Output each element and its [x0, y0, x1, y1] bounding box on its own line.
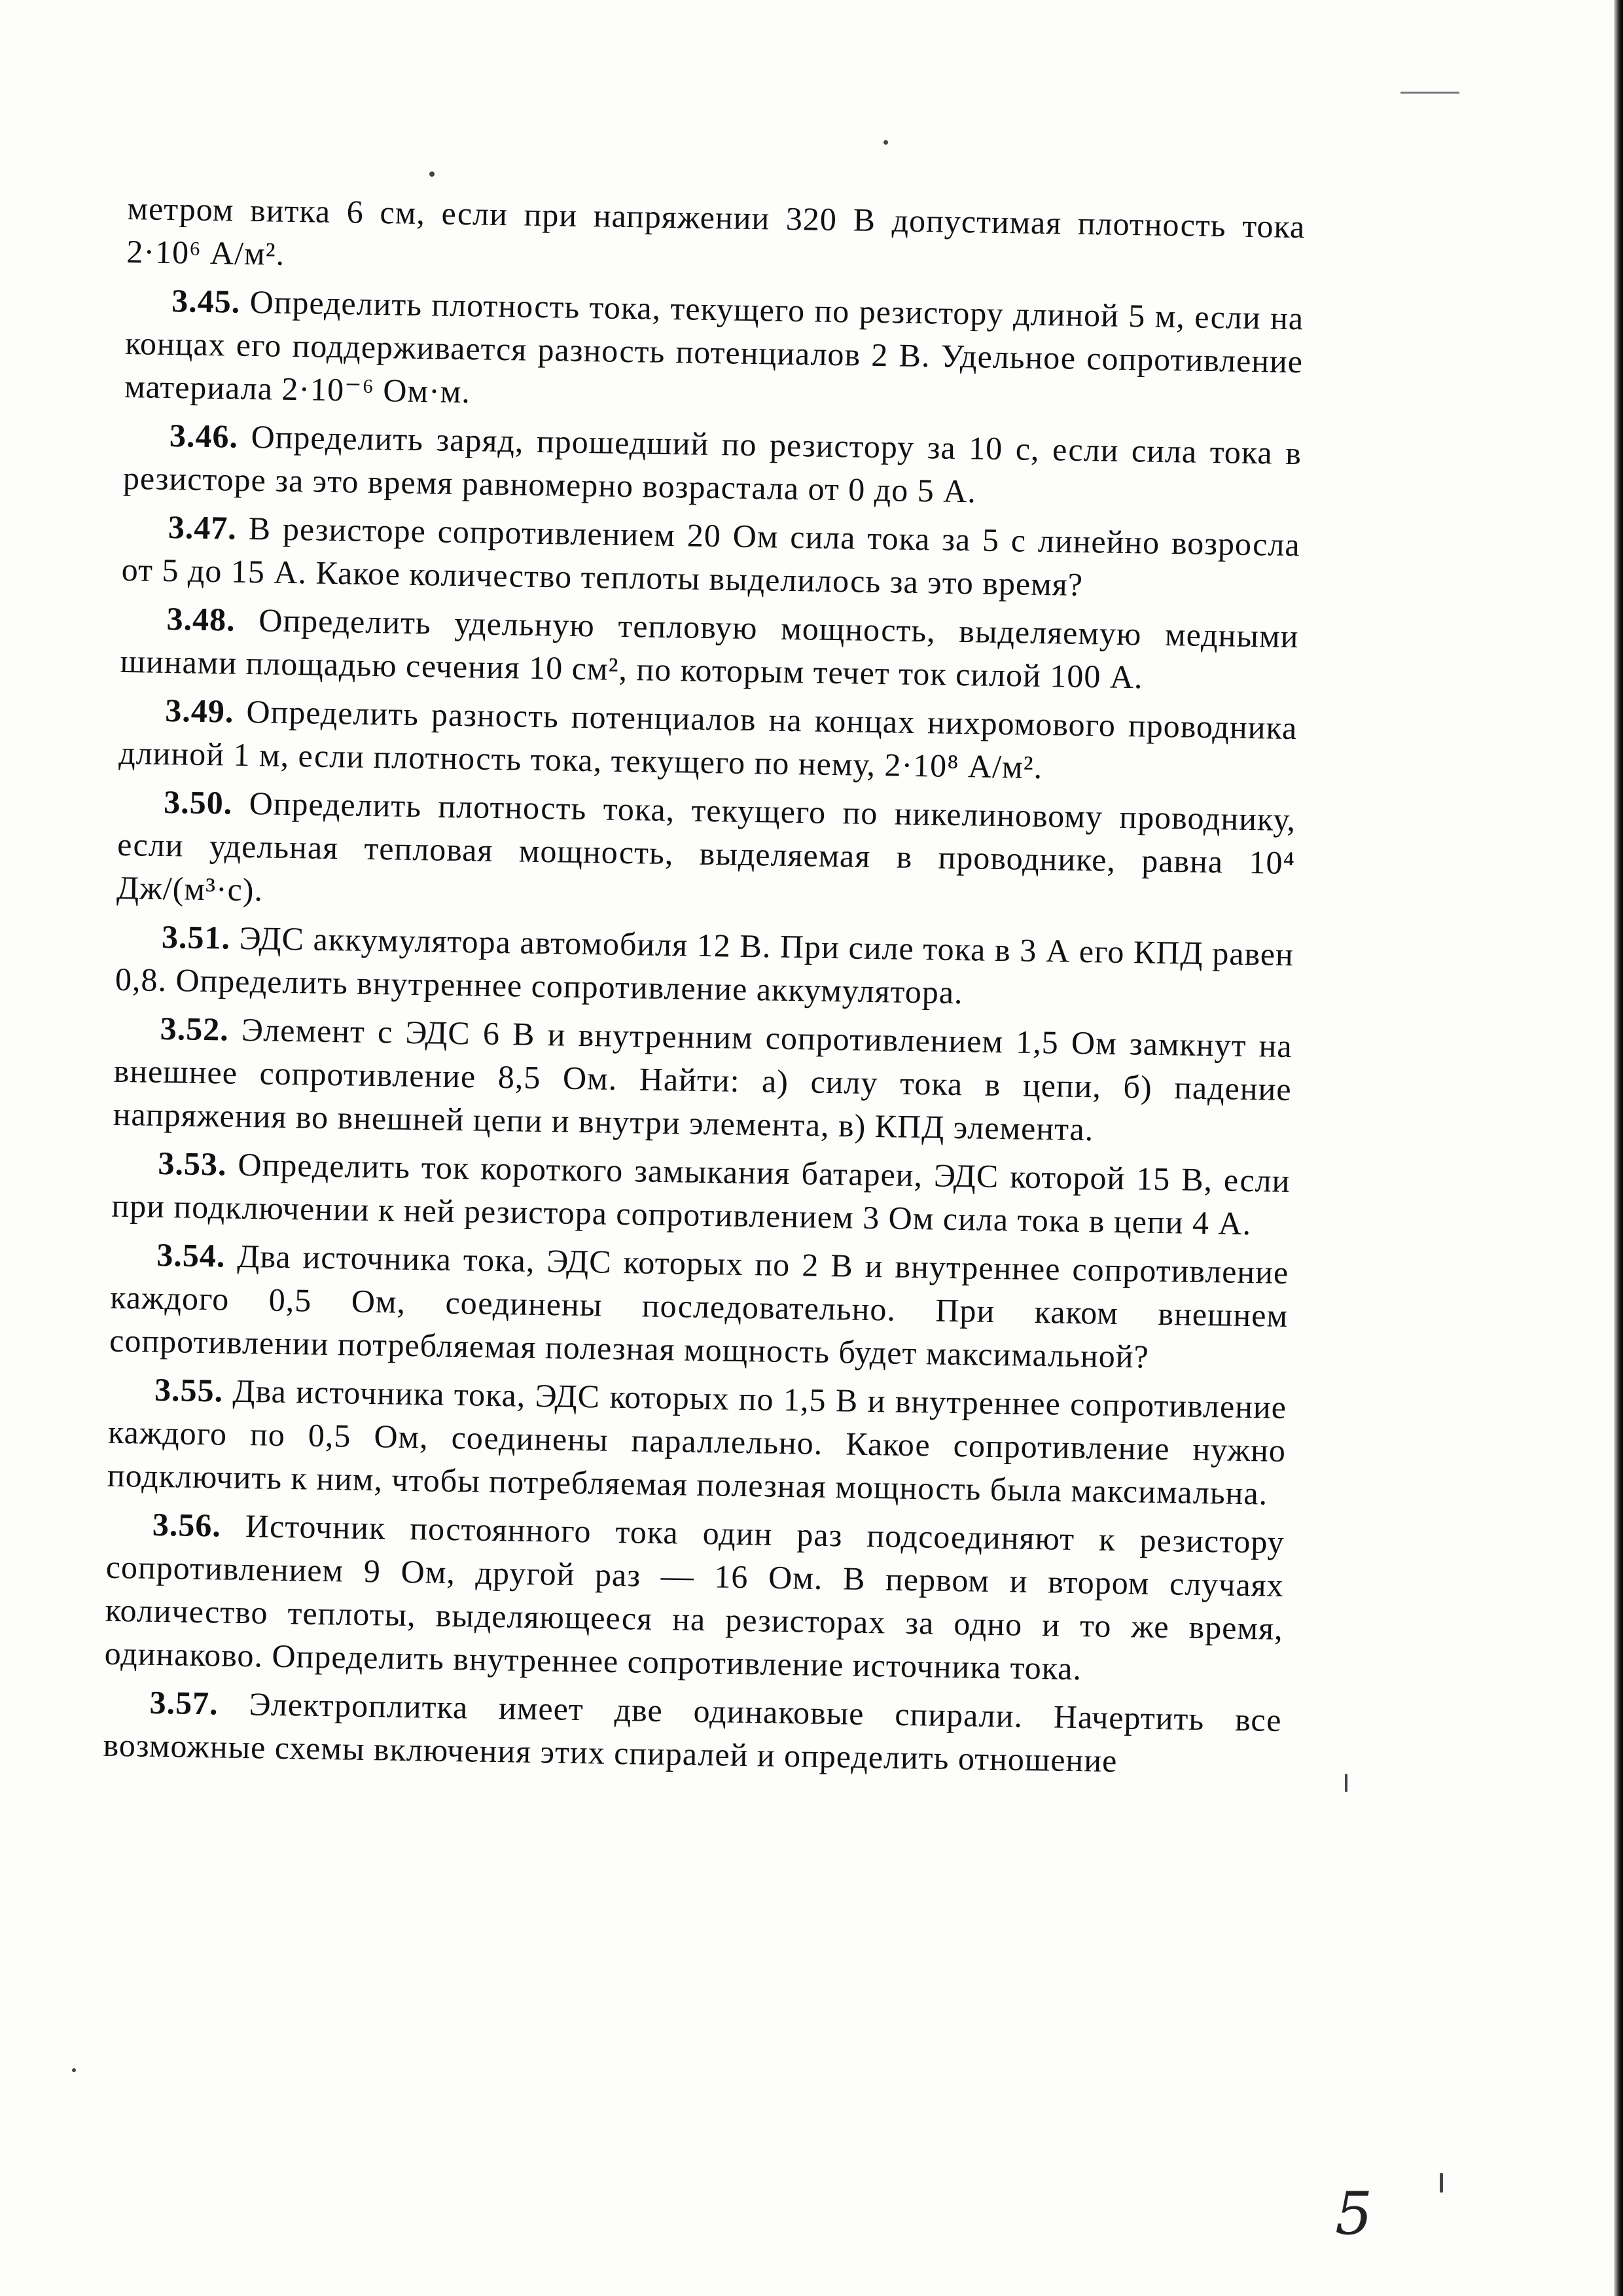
problem-text: Элемент с ЭДС 6 В и внутренним сопротивлением 1,5 Ом замкнут на внешнее сопротивление 8,5 Ом. Найти: а) силу тока в цепи, б) падение напряжения во внешней цепи и внутри элемента, в) КПД элемента.	[113, 1011, 1293, 1148]
problem-number: 3.45.	[171, 282, 241, 320]
problem-text: Определить удельную тепловую мощность, выделяемую медными шинами площадью сечения 10 см², по которым течет ток силой 100 А.	[120, 601, 1299, 696]
scan-mark	[1400, 92, 1459, 94]
scan-edge	[1614, 0, 1623, 2296]
problem-text: Источник постоянного тока один раз подсоединяют к резистору сопротивлением 9 Ом, другой раз — 16 Ом. В первом и втором случаях количество теплоты, выделяющееся на резисторах за одно и то же время, одинаково. Определить внутреннее сопротивление источника тока.	[104, 1507, 1285, 1687]
problem-number: 3.56.	[152, 1505, 222, 1544]
problem-3-49	[118, 688, 1298, 793]
scan-speck	[72, 2068, 76, 2072]
problem-number: 3.57.	[149, 1683, 219, 1722]
problem-3-46	[122, 413, 1302, 518]
problem-3-45	[124, 278, 1304, 426]
scan-speck	[1345, 1774, 1347, 1792]
problem-3-56	[104, 1502, 1285, 1693]
problem-text-block	[103, 187, 1306, 1790]
problem-number: 3.46.	[169, 417, 239, 455]
problem-number: 3.55.	[154, 1371, 224, 1409]
problem-text: Два источника тока, ЭДС которых по 2 В и внутреннее сопротивление каждого 0,5 Ом, соединены последовательно. При каком внешнем сопротивлении потребляемая полезная мощность будет максимальной?	[109, 1237, 1289, 1375]
problem-3-57	[103, 1680, 1282, 1785]
problem-3-48	[120, 596, 1299, 701]
problem-number: 3.47.	[168, 509, 238, 547]
problem-text: Определить ток короткого замыкания батареи, ЭДС которой 15 В, если при подключении к ней резистора сопротивлением 3 Ом сила тока в цепи 4 А.	[111, 1145, 1291, 1242]
problem-3-47	[121, 505, 1300, 609]
scan-speck	[429, 171, 435, 177]
problem-text: Два источника тока, ЭДС которых по 1,5 В и внутреннее сопротивление каждого по 0,5 Ом, соединены параллельно. Какое сопротивление нужно подключить к ним, чтобы потребляемая полезная мощность была максимальна.	[107, 1372, 1287, 1512]
problem-3-55	[107, 1367, 1287, 1515]
continued-paragraph	[126, 187, 1306, 291]
paragraph-text: метром витка 6 см, если при напряжении 320 В допустимая плотность тока 2·10⁶ А/м².	[126, 189, 1306, 272]
scan-speck	[1440, 2173, 1443, 2193]
problem-text: Электроплитка имеет две одинаковые спирали. Начертить все возможные схемы включения этих спиралей и определить отношение	[103, 1685, 1282, 1780]
problem-3-50	[116, 780, 1296, 927]
problem-number: 3.52.	[160, 1009, 230, 1048]
problem-number: 3.49.	[165, 692, 234, 730]
scan-speck	[883, 140, 888, 145]
problem-3-53	[111, 1141, 1291, 1246]
problem-number: 3.53.	[158, 1144, 227, 1183]
problem-number: 3.54.	[156, 1236, 226, 1274]
problem-3-52	[113, 1006, 1293, 1154]
problem-number: 3.51.	[161, 918, 231, 956]
problem-3-54	[109, 1232, 1289, 1380]
problem-text: Определить плотность тока, текущего по никелиновому проводнику, если удельная тепловая мощность, выделяемая в проводнике, равна 10⁴ Дж/(м³·с).	[116, 785, 1296, 908]
page-number: 5	[1335, 2179, 1373, 2248]
problem-text: В резисторе сопротивлением 20 Ом сила тока за 5 с линейно возросла от 5 до 15 А. Какое количество теплоты выделилось за это время?	[121, 509, 1301, 603]
problem-text: Определить разность потенциалов на концах нихромового проводника длиной 1 м, если плотность тока, текущего по нему, 2·10⁸ А/м².	[118, 692, 1298, 786]
problem-number: 3.50.	[163, 783, 233, 821]
problem-text: ЭДС аккумулятора автомобиля 12 В. При силе тока в 3 А его КПД равен 0,8. Определить внутреннее сопротивление аккумулятора.	[115, 919, 1294, 1011]
problem-text: Определить плотность тока, текущего по резистору длиной 5 м, если на концах его поддерживается разность потенциалов 2 В. Удельное сопротивление материала 2·10⁻⁶ Ом·м.	[124, 283, 1304, 410]
problem-3-51	[115, 914, 1294, 1019]
problem-number: 3.48.	[166, 600, 236, 638]
problem-text: Определить заряд, прошедший по резистору за 10 с, если сила тока в резисторе за это время равномерно возрастала от 0 до 5 А.	[122, 418, 1302, 510]
